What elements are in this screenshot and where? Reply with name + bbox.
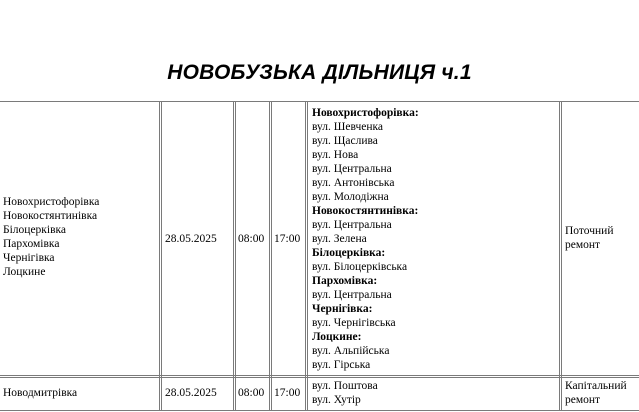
column-divider [161, 101, 162, 411]
column-divider [559, 101, 560, 411]
street-name: вул. Центральна [312, 219, 392, 231]
column-divider [269, 101, 270, 411]
settlement-name: Новохристофорівка [3, 196, 100, 208]
outage-schedule-table [0, 101, 639, 412]
addresses-cell [312, 106, 419, 372]
street-name: вул. Зелена [312, 233, 367, 245]
column-divider [305, 101, 306, 411]
street-name: вул. Чернігівська [312, 317, 396, 329]
street-name: вул. Білоцерківська [312, 261, 408, 273]
column-divider [307, 101, 308, 411]
date-cell: 28.05.2025 [165, 387, 217, 399]
row-divider [0, 375, 639, 376]
settlement-name: Новокостянтинівка [3, 210, 98, 222]
addresses-cell [312, 379, 378, 407]
table-border-top [0, 101, 639, 102]
settlement-heading: Чернігівка: [312, 303, 373, 315]
settlement-heading: Лоцкине: [312, 331, 362, 343]
settlement-heading: Білоцерківка: [312, 247, 386, 259]
street-name: вул. Антонівська [312, 177, 395, 189]
page-title: НОВОБУЗЬКА ДІЛЬНИЦЯ ч.1 [167, 61, 472, 84]
street-name: вул. Молодіжна [312, 191, 389, 203]
table-border-bottom [0, 410, 639, 411]
settlement-heading: Пархомівка: [312, 275, 378, 287]
work-type-line: ремонт [565, 239, 601, 251]
street-name: вул. Поштова [312, 380, 378, 392]
work-type-line: ремонт [565, 394, 601, 406]
time-to-cell: 17:00 [274, 387, 301, 399]
column-divider [561, 101, 562, 411]
settlement-name: Білоцерківка [3, 224, 67, 236]
settlement-name: Новодмитрівка [3, 387, 78, 399]
street-name: вул. Гірська [312, 359, 371, 371]
street-name: вул. Хутір [312, 394, 361, 406]
work-type-line: Поточний [565, 225, 614, 237]
street-name: вул. Центральна [312, 289, 392, 301]
settlement-heading: Новокостянтинівка: [312, 205, 419, 217]
column-divider [159, 101, 160, 411]
date-cell: 28.05.2025 [165, 233, 217, 245]
column-divider [233, 101, 234, 411]
time-to-cell: 17:00 [274, 233, 301, 245]
street-name: вул. Центральна [312, 163, 392, 175]
settlements-cell [3, 195, 99, 279]
street-name: вул. Щаслива [312, 135, 378, 147]
column-divider [235, 101, 236, 411]
work-type-cell [565, 379, 627, 407]
work-type-line: Капітальний [565, 380, 627, 392]
settlement-name: Пархомівка [3, 238, 60, 250]
settlements-cell [3, 386, 77, 400]
settlement-heading: Новохристофорівка: [312, 107, 419, 119]
time-from-cell: 08:00 [238, 387, 265, 399]
column-divider [271, 101, 272, 411]
work-type-cell [565, 224, 613, 252]
street-name: вул. Альпійська [312, 345, 390, 357]
settlement-name: Лоцкине [3, 266, 46, 278]
time-from-cell: 08:00 [238, 233, 265, 245]
street-name: вул. Нова [312, 149, 359, 161]
street-name: вул. Шевченка [312, 121, 384, 133]
settlement-name: Чернігівка [3, 252, 55, 264]
row-divider [0, 377, 639, 378]
